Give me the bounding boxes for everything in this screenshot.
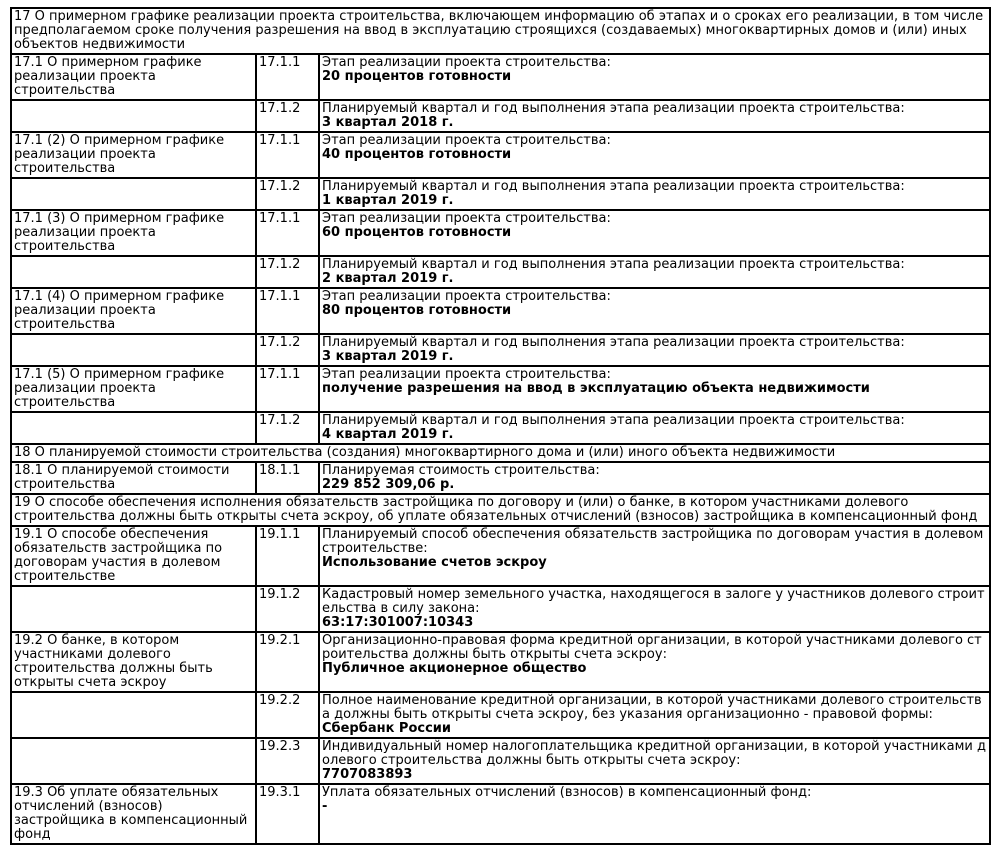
group-label: 19.1 О способе обеспечения обязательств застройщика по договорам участия в долевом строительстве [11,526,256,586]
field-description: Индивидуальный номер налогоплательщика кредитной организации, в которой участниками долевого строительства должны быть открыты счета эскроу: [322,739,986,768]
field-value: 80 процентов готовности [322,303,512,318]
table-row [11,692,990,738]
field-value: 63:17:301007:10343 [322,615,474,630]
field-value: Сбербанк России [322,721,452,736]
field-description: Этап реализации проекта строительства: [322,55,611,70]
value-cell [319,692,990,738]
field-value: - [322,799,328,814]
group-label: 19.2 О банке, в котором участниками долевого строительства должны быть открыты счета эскроу [11,632,256,692]
field-value: Использование счетов эскроу [322,555,547,570]
row-code: 19.3.1 [256,784,319,844]
field-description: Планируемый квартал и год выполнения этапа реализации проекта строительства: [322,413,905,428]
field-value: получение разрешения на ввод в эксплуатацию объекта недвижимости [322,381,870,396]
group-label-empty [11,178,256,210]
field-description: Уплата обязательных отчислений (взносов) в компенсационный фонд: [322,785,812,800]
group-label-empty [11,412,256,444]
value-cell [319,178,990,210]
row-code: 19.2.1 [256,632,319,692]
table-row [11,366,990,412]
section-header-row [11,8,990,54]
field-value: 4 квартал 2019 г. [322,427,454,442]
group-label: 19.3 Об уплате обязательных отчислений (взносов) застройщика в компенсационный фонд [11,784,256,844]
field-description: Планируемый квартал и год выполнения этапа реализации проекта строительства: [322,257,905,272]
section-header-row [11,444,990,462]
field-value: Публичное акционерное общество [322,661,587,676]
row-code: 19.2.3 [256,738,319,784]
table-row [11,210,990,256]
group-label: 17.1 (3) О примерном графике реализации проекта строительства [11,210,256,256]
table-row [11,54,990,100]
table-row [11,256,990,288]
section-17-header: 17 О примерном графике реализации проекта строительства, включающем информацию об этапах и о сроках его реализации, в том числе предполагаемом сроке получения разрешения на ввод в эксплуатацию строящихся (создаваемых) многоквартирных домов и (или) иных объектов недвижимости [11,8,990,54]
group-label-empty [11,100,256,132]
table-row [11,412,990,444]
value-cell [319,632,990,692]
group-label-empty [11,256,256,288]
group-label: 17.1 (5) О примерном графике реализации проекта строительства [11,366,256,412]
table-row [11,784,990,844]
row-code: 17.1.2 [256,178,319,210]
field-description: Планируемый способ обеспечения обязательств застройщика по договорам участия в долевом строительстве: [322,527,984,556]
table-row [11,586,990,632]
row-code: 17.1.2 [256,256,319,288]
value-cell [319,738,990,784]
value-cell [319,288,990,334]
value-cell [319,132,990,178]
row-code: 17.1.2 [256,412,319,444]
field-value: 3 квартал 2018 г. [322,115,454,130]
value-cell [319,100,990,132]
row-code: 19.1.2 [256,586,319,632]
field-description: Планируемый квартал и год выполнения этапа реализации проекта строительства: [322,101,905,116]
value-cell [319,462,990,494]
group-label: 17.1 (4) О примерном графике реализации проекта строительства [11,288,256,334]
value-cell [319,526,990,586]
table-row [11,462,990,494]
value-cell [319,54,990,100]
field-value: 3 квартал 2019 г. [322,349,454,364]
field-description: Организационно-правовая форма кредитной организации, в которой участниками долевого строительства должны быть открыты счета эскроу: [322,633,982,662]
field-description: Этап реализации проекта строительства: [322,289,611,304]
field-value: 229 852 309,06 р. [322,477,455,492]
row-code: 17.1.2 [256,100,319,132]
group-label-empty [11,334,256,366]
table-row [11,178,990,210]
group-label-empty [11,692,256,738]
row-code: 18.1.1 [256,462,319,494]
field-value: 40 процентов готовности [322,147,512,162]
row-code: 17.1.1 [256,366,319,412]
row-code: 17.1.1 [256,210,319,256]
group-label: 18.1 О планируемой стоимости строительства [11,462,256,494]
row-code: 19.1.1 [256,526,319,586]
value-cell [319,210,990,256]
value-cell [319,334,990,366]
row-code: 17.1.1 [256,54,319,100]
table-row [11,334,990,366]
table-row [11,526,990,586]
group-label: 17.1 (2) О примерном графике реализации проекта строительства [11,132,256,178]
row-code: 19.2.2 [256,692,319,738]
field-value: 7707083893 [322,767,413,782]
field-value: 1 квартал 2019 г. [322,193,454,208]
field-value: 2 квартал 2019 г. [322,271,454,286]
section-19-header: 19 О способе обеспечения исполнения обязательств застройщика по договору и (или) о банке, в котором участниками долевого строительства должны быть открыты счета эскроу, об уплате обязательных отчислений (взносов) застройщика в компенсационный фонд [11,494,990,526]
row-code: 17.1.1 [256,288,319,334]
value-cell [319,366,990,412]
table-row [11,100,990,132]
field-value: 60 процентов готовности [322,225,512,240]
group-label: 17.1 О примерном графике реализации проекта строительства [11,54,256,100]
table-row [11,632,990,692]
field-description: Планируемый квартал и год выполнения этапа реализации проекта строительства: [322,335,905,350]
section-18-header: 18 О планируемой стоимости строительства (создания) многоквартирного дома и (или) иного объекта недвижимости [11,444,990,462]
table-row [11,738,990,784]
field-description: Этап реализации проекта строительства: [322,211,611,226]
value-cell [319,586,990,632]
value-cell [319,784,990,844]
row-code: 17.1.1 [256,132,319,178]
field-description: Этап реализации проекта строительства: [322,367,611,382]
section-header-row [11,494,990,526]
group-label-empty [11,586,256,632]
field-description: Кадастровый номер земельного участка, находящегося в залоге у участников долевого строительства в силу закона: [322,587,985,616]
table-row [11,132,990,178]
field-value: 20 процентов готовности [322,69,512,84]
value-cell [319,256,990,288]
field-description: Планируемая стоимость строительства: [322,463,600,478]
value-cell [319,412,990,444]
table-row [11,288,990,334]
project-declaration-table [10,7,991,845]
field-description: Полное наименование кредитной организации, в которой участниками долевого строительства должны быть открыты счета эскроу, без указания организационно - правовой формы: [322,693,982,722]
row-code: 17.1.2 [256,334,319,366]
group-label-empty [11,738,256,784]
field-description: Планируемый квартал и год выполнения этапа реализации проекта строительства: [322,179,905,194]
field-description: Этап реализации проекта строительства: [322,133,611,148]
